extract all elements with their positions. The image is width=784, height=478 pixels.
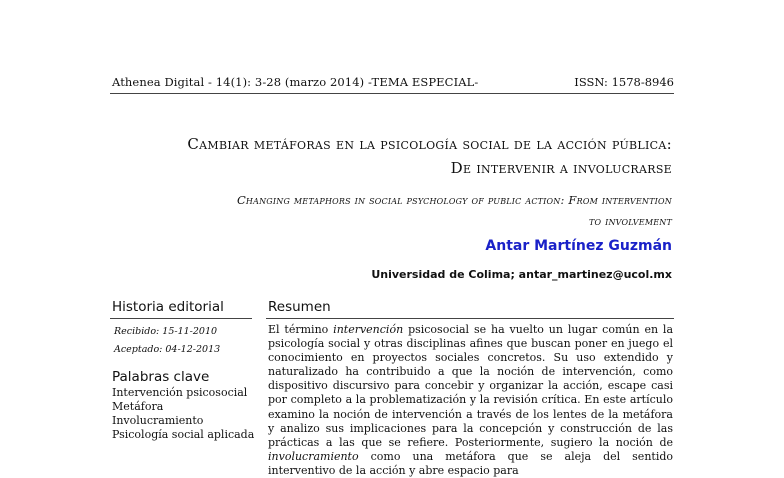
article-title (187, 132, 672, 180)
author-name: Antar Martínez Guzmán (485, 238, 672, 254)
title-line-1: Cambiar metáforas en la psicología social de la acción pública: (187, 135, 672, 153)
english-title (237, 190, 672, 232)
keyword-item: Metáfora (112, 400, 164, 413)
emphasis-term: involucramiento (268, 449, 359, 463)
accepted-date: Aceptado: 04-12-2013 (114, 344, 221, 355)
header-divider (110, 93, 674, 94)
title-line-2: De intervenir a involucrarse (450, 159, 672, 177)
emphasis-term: intervención (333, 323, 404, 336)
abstract-heading: Resumen (268, 299, 331, 315)
history-divider (110, 318, 252, 319)
issn: ISSN: 1578-8946 (574, 75, 674, 89)
journal-header: Athenea Digital - 14(1): 3-28 (marzo 2014) -TEMA ESPECIAL- (112, 75, 479, 89)
keyword-item: Psicología social aplicada (112, 428, 255, 441)
received-date: Recibido: 15-11-2010 (114, 326, 218, 337)
keywords-heading: Palabras clave (112, 369, 210, 385)
keyword-item: Intervención psicosocial (112, 386, 248, 399)
history-heading: Historia editorial (112, 299, 224, 315)
abstract-text: El término intervención psicosocial se ha vuelto un lugar común en la psicología social y otras disciplinas afines que buscan poner en juego el conocimiento en proyectos sociales concretos. Su uso extendido y naturalizado ha contribuido a que la noción de intervención, como dispositivo discursivo para concebir y organizar la acción, escape casi por completo a la problematización y la revisión crítica. En este artículo examino la noción de intervención a través de los lentes de la metáfora y analizo sus implicaciones para la concepción y construcción de las prácticas a las que se refiere. Posteriormente, sugiero la noción de involucramiento como una metáfora que se aleja del sentido interventivo de la acción y abre espacio para (268, 323, 674, 477)
english-title-line-1: Changing metaphors in social psychology of public action: From intervention (236, 193, 672, 207)
abstract-divider (266, 318, 674, 319)
author-affiliation: Universidad de Colima; antar_martinez@ucol.mx (371, 268, 672, 281)
keyword-item: Involucramiento (112, 414, 204, 427)
english-title-line-2: to involvement (588, 214, 672, 228)
